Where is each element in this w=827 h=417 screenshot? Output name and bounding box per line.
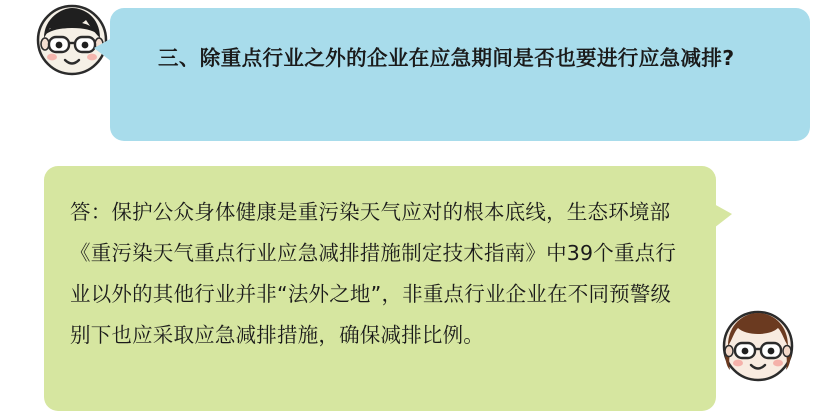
answer-text: 答：保护公众身体健康是重污染天气应对的根本底线，生态环境部《重污染天气重点行业应急减排措施制定技术指南》中39个重点行业以外的其他行业并非“法外之地”，非重点行业企业在不同预警级别下也应采取应急减排措施，确保减排比例。: [70, 200, 677, 347]
question-block: [0, 0, 827, 150]
question-bubble-tail: [94, 38, 112, 62]
answer-bubble-tail: [714, 204, 732, 228]
question-text: 三、除重点行业之外的企业在应急期间是否也要进行应急减排?: [158, 46, 735, 70]
answer-bubble: [44, 166, 716, 411]
answer-block: [0, 152, 827, 417]
girl-avatar-icon: [722, 310, 794, 382]
question-bubble: [110, 8, 810, 141]
